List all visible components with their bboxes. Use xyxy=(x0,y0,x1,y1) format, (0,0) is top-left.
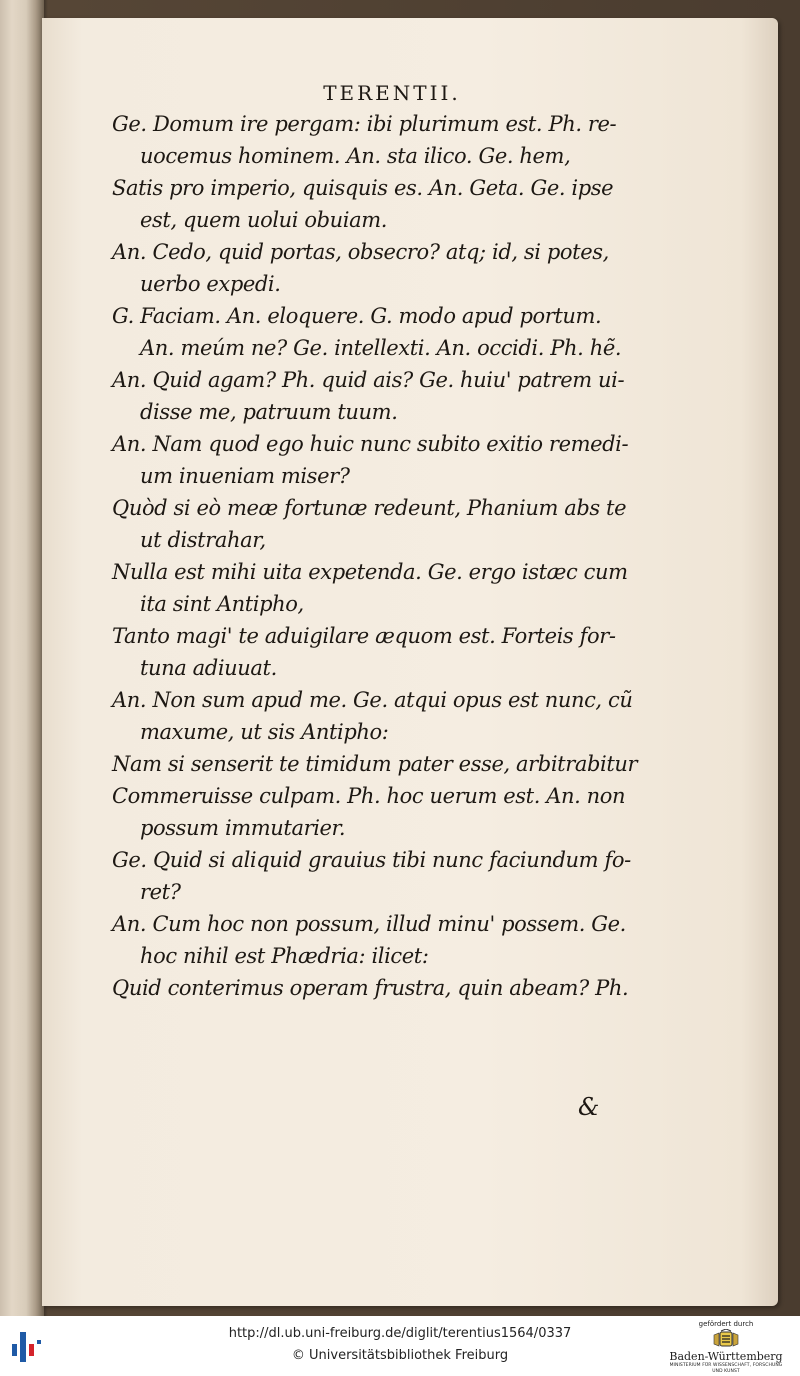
sponsor-label: gefördert durch xyxy=(698,1320,754,1328)
sponsor-badge xyxy=(666,1320,786,1374)
text-line: uerbo expedi. xyxy=(140,272,281,296)
sponsor-name: Baden-Württemberg xyxy=(669,1350,783,1363)
text-line: ita sint Antipho, xyxy=(140,592,304,616)
text-line: um inueniam miser? xyxy=(140,464,350,488)
text-line: Ge. Domum ire pergam: ibi plurimum est. Ph. re- xyxy=(112,112,617,136)
text-line: G. Faciam. An. eloquere. G. modo apud portum. xyxy=(112,304,602,328)
document-url[interactable]: http://dl.ub.uni-freiburg.de/diglit/terentius1564/0337 xyxy=(228,1326,572,1341)
viewer-footer xyxy=(0,1316,800,1376)
facing-page-edge xyxy=(0,0,44,1316)
text-line: An. Cedo, quid portas, obsecro? atq; id, si potes, xyxy=(112,240,609,264)
text-line: Quòd si eò meæ fortunæ redeunt, Phanium abs te xyxy=(112,496,627,520)
text-line: hoc nihil est Phædria: ilicet: xyxy=(140,944,429,968)
text-line: Satis pro imperio, quisquis es. An. Geta. Ge. ipse xyxy=(112,176,614,200)
text-lines xyxy=(112,108,638,1004)
text-line: ret? xyxy=(140,880,181,904)
catchword: & xyxy=(578,1093,600,1121)
text-line: maxume, ut sis Antipho: xyxy=(140,720,389,744)
text-line: An. Quid agam? Ph. quid ais? Ge. huiu' patrem ui- xyxy=(112,368,625,392)
text-line: An. Non sum apud me. Ge. atqui opus est nunc, cũ xyxy=(112,688,633,712)
sponsor-ministry: MINISTERIUM FÜR WISSENSCHAFT, FORSCHUNG UND KUNST xyxy=(669,1363,783,1374)
text-line: Nam si senserit te timidum pater esse, arbitrabitur xyxy=(112,752,638,776)
text-line: uocemus hominem. An. sta ilico. Ge. hem, xyxy=(140,144,571,168)
text-line: Ge. Quid si aliquid grauius tibi nunc faciundum fo- xyxy=(112,848,631,872)
text-line: An. Nam quod ego huic nunc subito exitio remedi- xyxy=(112,432,629,456)
text-line: disse me, patruum tuum. xyxy=(140,400,398,424)
coat-of-arms-icon xyxy=(711,1329,741,1351)
copyright-notice: © Universitätsbibliothek Freiburg xyxy=(291,1348,509,1363)
page-text xyxy=(112,78,638,1004)
text-line: Tanto magi' te aduigilare æquom est. Forteis for- xyxy=(112,624,616,648)
text-line: An. meúm ne? Ge. intellexti. An. occidi. Ph. hẽ. xyxy=(140,336,622,360)
text-line: Commeruisse culpam. Ph. hoc uerum est. An. non xyxy=(112,784,626,808)
text-line: An. Cum hoc non possum, illud minu' possem. Ge. xyxy=(112,912,626,936)
text-line: Quid conterimus operam frustra, quin abeam? Ph. xyxy=(112,976,629,1000)
text-line: possum immutarier. xyxy=(140,816,346,840)
text-line: tuna adiuuat. xyxy=(140,656,277,680)
running-header: TERENTII. xyxy=(323,81,461,105)
book-page xyxy=(42,18,778,1306)
text-line: ut distrahar, xyxy=(140,528,266,552)
text-line: Nulla est mihi uita expetenda. Ge. ergo istæc cum xyxy=(112,560,628,584)
text-line: est, quem uolui obuiam. xyxy=(140,208,388,232)
